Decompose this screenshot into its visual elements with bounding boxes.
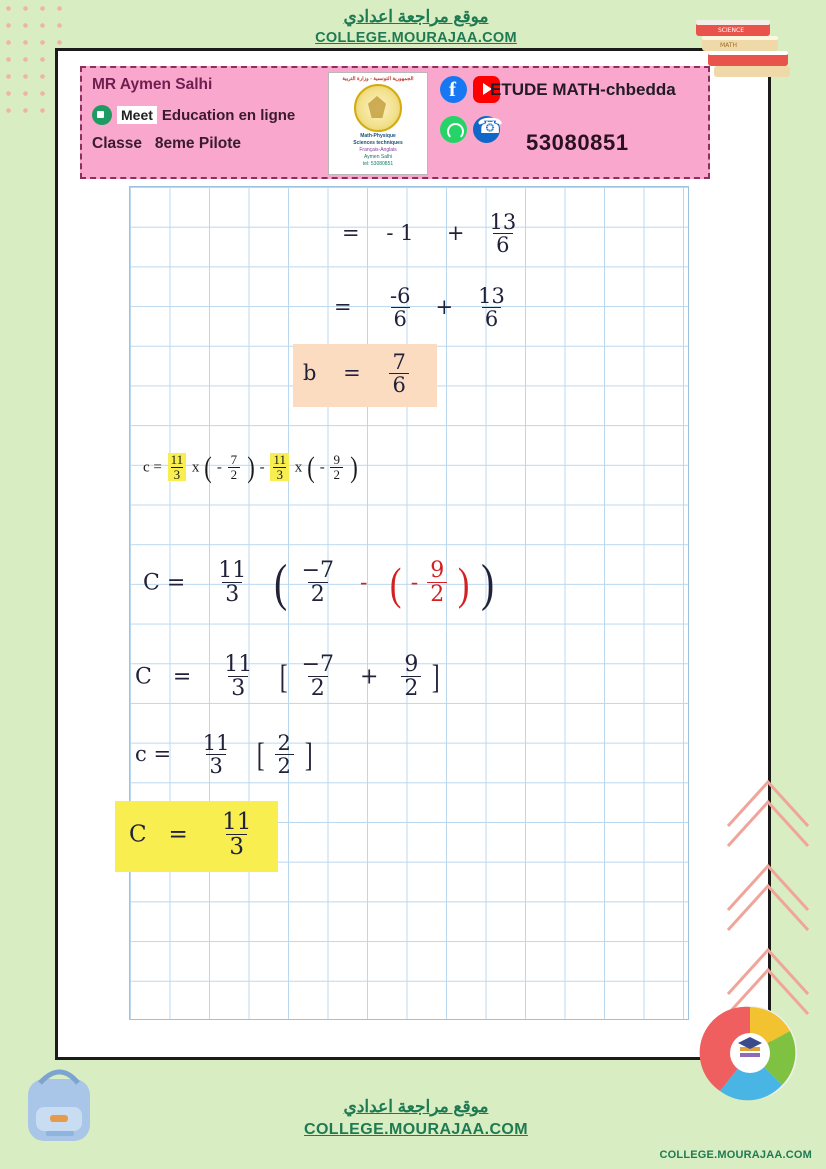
math-line-7 bbox=[135, 733, 314, 778]
denominator-2-t2: 2 bbox=[330, 467, 343, 482]
fraction-minus7-over-2-l5 bbox=[299, 559, 337, 606]
numerator-11-l7: 11 bbox=[202, 731, 230, 755]
education-wheel-decoration bbox=[696, 999, 804, 1107]
math-line-6 bbox=[135, 654, 442, 701]
numerator-11-l6: 11 bbox=[224, 652, 253, 677]
denominator-3-t1: 3 bbox=[171, 467, 184, 482]
equals-sign-1: = bbox=[342, 221, 360, 246]
logo-line-2: Sciences techniques bbox=[353, 140, 403, 146]
meet-icon bbox=[92, 105, 112, 125]
class-value: 8eme Pilote bbox=[154, 135, 242, 152]
numerator-2-l7: 2 bbox=[277, 731, 291, 755]
times-sign-2: x bbox=[294, 459, 303, 476]
brand-title: ETUDE MATH-chbedda bbox=[490, 80, 676, 99]
header-left-column bbox=[92, 76, 342, 164]
numerator-minus7-l6: −7 bbox=[301, 652, 334, 677]
close-paren-1: ) bbox=[247, 451, 255, 484]
fraction-11-over-3-typed-1 bbox=[168, 453, 187, 481]
numerator-7: 7 bbox=[392, 350, 406, 374]
open-bracket-l7: [ bbox=[256, 736, 265, 774]
label-b: b bbox=[303, 361, 317, 386]
numerator-minus-6: -6 bbox=[390, 284, 411, 308]
equals-sign-2: = bbox=[334, 295, 352, 320]
school-logo bbox=[328, 72, 428, 175]
close-paren-outer-l5: ) bbox=[480, 555, 494, 612]
fraction-minus6-over-6 bbox=[387, 285, 413, 330]
logo-arabic-line: الجمهورية التونسية - وزارة التربية bbox=[342, 76, 414, 82]
denominator-2-l7: 2 bbox=[275, 754, 294, 777]
math-line-4-typed-expression bbox=[143, 451, 359, 485]
open-paren-inner-l5: ( bbox=[390, 558, 402, 609]
phone-number: 53080851 bbox=[526, 130, 629, 155]
fraction-11-over-3-typed-2 bbox=[270, 453, 289, 481]
fraction-11-over-3-l7 bbox=[200, 732, 233, 777]
close-bracket-l7: ] bbox=[304, 736, 313, 774]
fraction-7-over-6 bbox=[389, 351, 408, 396]
numerator-9-t: 9 bbox=[333, 451, 340, 467]
fraction-minus7-over-2-l6 bbox=[299, 653, 337, 700]
equals-sign-3: = bbox=[343, 361, 361, 386]
numerator-11-final: 11 bbox=[222, 809, 252, 835]
site-header-arabic-title: موقع مراجعة اعدادي bbox=[343, 7, 489, 26]
site-header-banner bbox=[243, 6, 589, 48]
numerator-13b: 13 bbox=[478, 284, 505, 308]
math-line-3-result-b bbox=[293, 344, 437, 407]
handwritten-solution bbox=[129, 186, 689, 1020]
fraction-13-over-6 bbox=[486, 211, 519, 256]
equals-sign-7: = bbox=[153, 742, 172, 767]
denominator-3-l5: 3 bbox=[222, 582, 242, 606]
numerator-9-l6: 9 bbox=[404, 652, 419, 677]
denominator-6c: 6 bbox=[482, 307, 501, 330]
equals-sign-4: = bbox=[153, 459, 162, 476]
denominator-2-t: 2 bbox=[228, 467, 241, 482]
denominator-2b-l5: 2 bbox=[427, 582, 447, 606]
class-row bbox=[92, 135, 342, 153]
header-right-column bbox=[434, 68, 708, 177]
denominator-3-l7: 3 bbox=[206, 754, 225, 777]
site-footer-arabic-title: موقع مراجعة اعدادي bbox=[343, 1097, 489, 1116]
close-bracket-l6: ] bbox=[432, 658, 441, 696]
logo-line-3: Français-Anglais bbox=[359, 147, 397, 153]
math-line-8-final-answer bbox=[115, 801, 278, 872]
denominator-6b: 6 bbox=[391, 307, 410, 330]
fraction-7-over-2-typed bbox=[228, 453, 241, 481]
denominator-2-l5: 2 bbox=[308, 582, 328, 606]
teacher-name: MR Aymen Salhi bbox=[92, 76, 213, 93]
fraction-11-over-3-l6 bbox=[221, 653, 255, 700]
denominator-3-t2: 3 bbox=[273, 467, 286, 482]
numerator-11-l5: 11 bbox=[218, 557, 247, 583]
math-line-5 bbox=[143, 554, 496, 613]
phone-icon[interactable] bbox=[473, 116, 500, 143]
minus-sign-c: - bbox=[319, 459, 325, 476]
open-paren-outer-l5: ( bbox=[274, 555, 288, 612]
site-header-url: COLLEGE.MOURAJAA.COM bbox=[315, 30, 517, 46]
numerator-minus7-l5: −7 bbox=[301, 557, 335, 583]
minus-sign-a: - bbox=[216, 459, 222, 476]
denominator-6d: 6 bbox=[389, 373, 408, 396]
close-paren-2: ) bbox=[349, 451, 358, 484]
open-paren-2: ( bbox=[307, 451, 315, 484]
denominator-2b-l6: 2 bbox=[401, 676, 421, 700]
equals-sign-5: = bbox=[166, 570, 186, 596]
denominator-3-final: 3 bbox=[226, 834, 247, 859]
logo-seal-icon bbox=[354, 84, 402, 132]
numerator-9-l5: 9 bbox=[430, 557, 445, 583]
denominator-6: 6 bbox=[493, 233, 512, 256]
label-c-7: c bbox=[135, 742, 147, 767]
plus-sign-2: + bbox=[435, 295, 454, 320]
minus-sign-red-l5: - bbox=[360, 570, 368, 596]
label-C-6: C bbox=[135, 664, 152, 690]
course-info-header bbox=[80, 66, 710, 179]
denominator-2-l6: 2 bbox=[308, 676, 328, 700]
contact-icons-row bbox=[440, 116, 500, 143]
fraction-11-over-3-l5 bbox=[215, 559, 249, 606]
times-sign-1: x bbox=[191, 459, 200, 476]
fraction-11-over-3-final bbox=[219, 810, 254, 859]
label-c-typed: c bbox=[143, 459, 150, 476]
meet-badge: Meet bbox=[117, 106, 157, 124]
fraction-9-over-2-l5 bbox=[427, 559, 447, 606]
fraction-2-over-2-l7 bbox=[275, 732, 294, 777]
class-label: Classe bbox=[92, 135, 142, 152]
minus-sign-red2-l5: - bbox=[410, 570, 419, 596]
open-paren-1: ( bbox=[204, 451, 212, 484]
fraction-9-over-2-l6 bbox=[401, 653, 421, 700]
label-C-5: C bbox=[143, 570, 160, 596]
logo-line-4: Aymen Salhi bbox=[364, 154, 392, 160]
logo-line-5: tel: 53080851 bbox=[362, 161, 394, 167]
minus-sign-b: - bbox=[259, 459, 265, 476]
numerator-11-t1: 11 bbox=[170, 451, 184, 467]
corner-watermark-url: COLLEGE.MOURAJAA.COM bbox=[659, 1149, 812, 1161]
whatsapp-icon[interactable] bbox=[440, 116, 467, 143]
close-paren-inner-l5: ) bbox=[458, 558, 470, 609]
fraction-13-over-6b bbox=[475, 285, 508, 330]
numerator-7-t: 7 bbox=[230, 451, 238, 467]
facebook-icon[interactable] bbox=[440, 76, 467, 103]
equals-sign-8: = bbox=[168, 821, 188, 848]
math-line-2 bbox=[334, 286, 510, 331]
meet-row bbox=[92, 105, 342, 125]
open-bracket-l6: [ bbox=[279, 658, 288, 696]
fraction-9-over-2-typed bbox=[330, 453, 343, 481]
logo-line-1: Math-Physique bbox=[360, 133, 396, 139]
equals-sign-6: = bbox=[172, 664, 192, 690]
math-line-1 bbox=[342, 212, 521, 257]
meet-label: Education en ligne bbox=[161, 106, 296, 124]
backpack-decoration bbox=[10, 1059, 114, 1151]
denominator-3-l6: 3 bbox=[228, 676, 248, 700]
label-c-final: C bbox=[129, 821, 147, 848]
svg-text:SCIENCE: SCIENCE bbox=[718, 27, 745, 34]
plus-sign-1: + bbox=[446, 221, 465, 246]
site-footer-banner bbox=[243, 1095, 589, 1141]
svg-text:MATH: MATH bbox=[720, 42, 737, 49]
minus-one-term: - 1 bbox=[386, 221, 414, 246]
numerator-11-t2: 11 bbox=[273, 451, 286, 467]
numerator-13: 13 bbox=[489, 210, 517, 234]
site-footer-url: COLLEGE.MOURAJAA.COM bbox=[304, 1121, 528, 1138]
plus-sign-l6: + bbox=[359, 664, 379, 690]
